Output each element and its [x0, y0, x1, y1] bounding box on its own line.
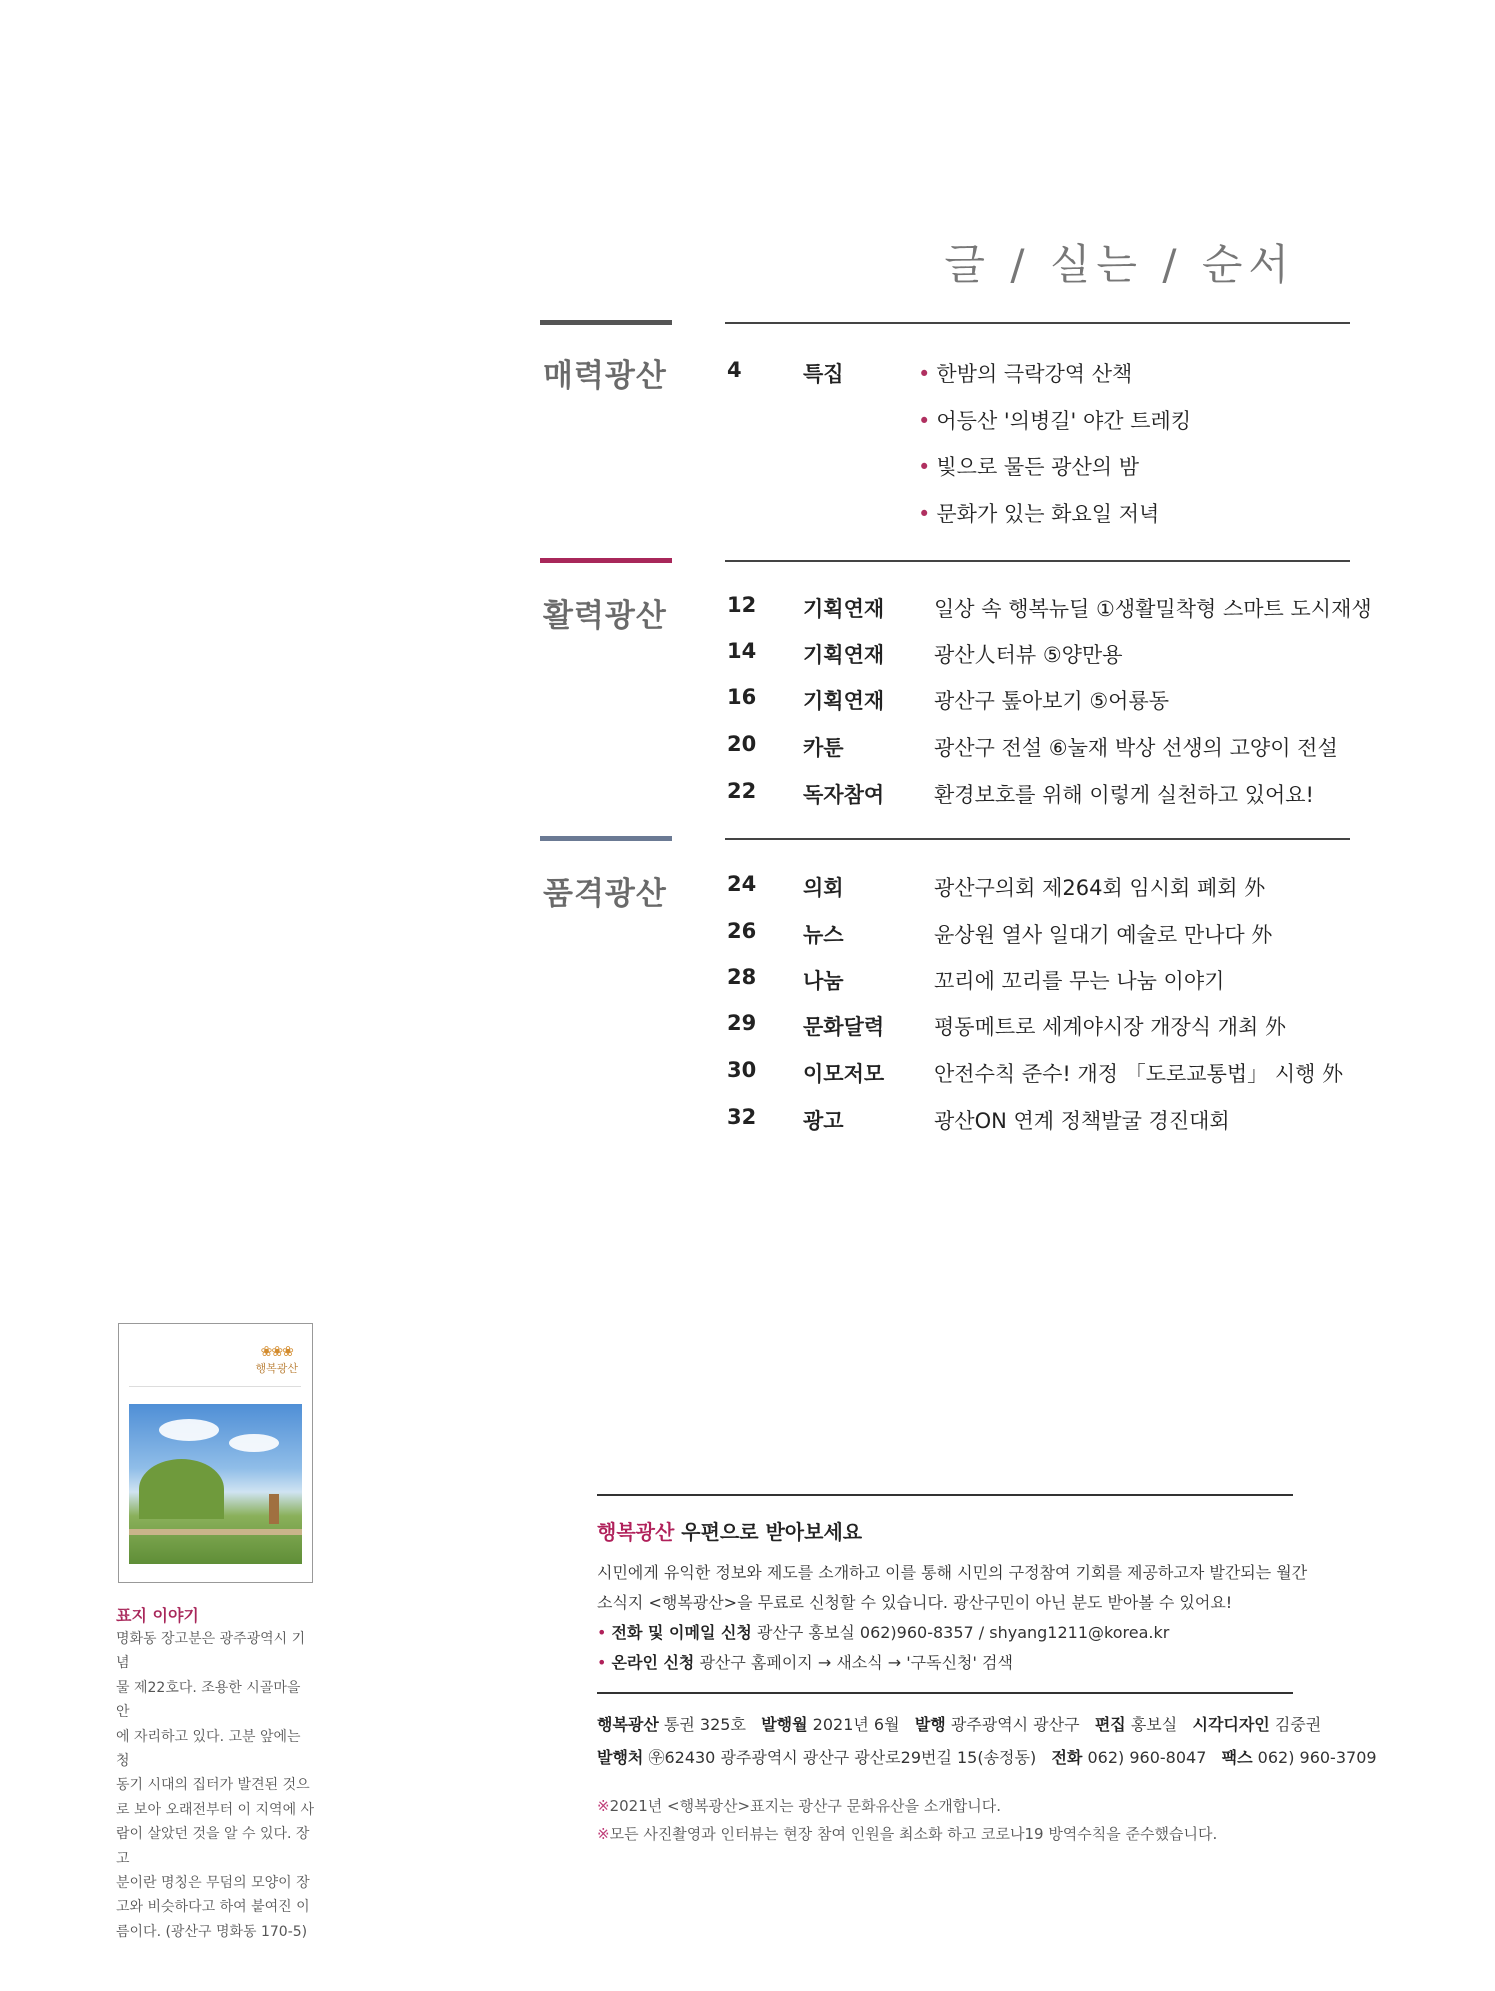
toc-page-number: 20 — [727, 732, 757, 756]
toc-page-number: 24 — [727, 872, 757, 896]
subscription-description: 소식지 <행복광산>을 무료로 신청할 수 있습니다. 광산구민이 아닌 분도 받아볼 수 있어요! — [597, 1593, 1233, 1612]
covid-note: ※모든 사진촬영과 인터뷰는 현장 참여 인원을 최소화 하고 코로나19 방역수칙을 준수했습니다. — [597, 1825, 1218, 1843]
section-name: 활력광산 — [543, 598, 667, 634]
publication-address: 발행처 ㉾62430 광주광역시 광산구 광산로29번길 15(송정동) 전화 062) 960-8047 팩스 062) 960-3709 — [597, 1748, 1377, 1767]
bullet-icon: • — [918, 455, 931, 479]
toc-page-number: 29 — [727, 1011, 757, 1035]
section-divider — [725, 322, 1350, 324]
bullet-icon: • — [918, 502, 931, 526]
toc-bullet-item[interactable]: • 한밤의 극락강역 산책 — [918, 362, 1133, 386]
bullet-icon: • — [597, 1623, 612, 1642]
toc-article-title: 평동메트로 세계야시장 개장식 개최 外 — [934, 1015, 1286, 1039]
section-divider — [725, 560, 1350, 562]
toc-category: 뉴스 — [803, 923, 844, 947]
toc-article-title: 광산구 전설 ⑥눌재 박상 선생의 고양이 전설 — [934, 736, 1338, 760]
toc-category: 기획연재 — [803, 597, 885, 621]
path-shape — [129, 1529, 302, 1535]
subscription-heading: 행복광산 우편으로 받아보세요 — [597, 1520, 863, 1544]
toc-title: 글 / 실는 / 순서 — [944, 240, 1295, 289]
toc-bullet-item[interactable]: • 빛으로 물든 광산의 밤 — [918, 455, 1139, 479]
toc-category: 특집 — [803, 362, 844, 386]
section-bar — [540, 558, 672, 563]
cover-caption-title: 표지 이야기 — [116, 1606, 199, 1625]
toc-page-number: 12 — [727, 593, 757, 617]
section-name: 품격광산 — [543, 876, 667, 912]
toc-category: 나눔 — [803, 969, 844, 993]
toc-category: 독자참여 — [803, 783, 885, 807]
toc-article-title: 환경보호를 위해 이렇게 실천하고 있어요! — [934, 783, 1314, 807]
bullet-icon: • — [597, 1653, 612, 1672]
toc-page-number: 14 — [727, 639, 757, 663]
section-bar — [540, 320, 672, 325]
toc-article-title: 안전수칙 준수! 개정 「도로교통법」 시행 外 — [934, 1062, 1344, 1086]
toc-page-number: 26 — [727, 919, 757, 943]
toc-article-title: 일상 속 행복뉴딜 ①생활밀착형 스마트 도시재생 — [934, 597, 1372, 621]
reference-mark-icon: ※ — [597, 1825, 610, 1843]
subscription-top-rule — [597, 1494, 1293, 1496]
toc-article-title: 광산人터뷰 ⑤양만용 — [934, 643, 1123, 667]
toc-page-number: 28 — [727, 965, 757, 989]
subscription-bottom-rule — [597, 1692, 1293, 1694]
reference-mark-icon: ※ — [597, 1797, 610, 1815]
toc-category: 카툰 — [803, 736, 844, 760]
cover-header-rule — [129, 1386, 301, 1401]
cover-note: ※2021년 <행복광산>표지는 광산구 문화유산을 소개합니다. — [597, 1797, 1002, 1815]
magazine-logo: ❀❀❀ 행복광산 — [255, 1344, 298, 1375]
toc-article-title: 광산구의회 제264회 임시회 폐회 外 — [934, 876, 1266, 900]
toc-bullet-item[interactable]: • 문화가 있는 화요일 저녁 — [918, 502, 1160, 526]
cover-caption-body: 명화동 장고분은 광주광역시 기념 물 제22호다. 조용한 시골마을 안 에 자리하고 있다. 고분 앞에는 청 동기 시대의 집터가 발견된 것으 로 보아 오래전부터 이 지역에 사 람이 살았던 것을 알 수 있다. 장고 분이란 명칭은 무덤의 모양이 장 고와 비슷하다고 하여 붙여진 이 름이다. (광산구 명화동 170-5) — [116, 1631, 315, 1940]
online-application[interactable]: • 온라인 신청 광산구 홈페이지 → 새소식 → '구독신청' 검색 — [597, 1653, 1013, 1672]
section-name: 매력광산 — [543, 358, 667, 394]
section-divider — [725, 838, 1350, 840]
subscription-description: 시민에게 유익한 정보와 제도를 소개하고 이를 통해 시민의 구정참여 기회를 제공하고자 발간되는 월간 — [597, 1563, 1308, 1582]
section-bar — [540, 836, 672, 841]
tomb-mound-shape — [139, 1459, 224, 1519]
bullet-icon: • — [918, 362, 931, 386]
person-figure-icon — [269, 1494, 279, 1524]
toc-category: 의회 — [803, 876, 844, 900]
toc-page-number: 22 — [727, 779, 757, 803]
toc-page-number: 4 — [727, 358, 742, 382]
toc-category: 기획연재 — [803, 643, 885, 667]
toc-page-number: 32 — [727, 1105, 757, 1129]
logo-rings-icon: ❀❀❀ — [260, 1344, 293, 1360]
toc-article-title: 꼬리에 꼬리를 무는 나눔 이야기 — [934, 969, 1225, 993]
toc-category: 문화달력 — [803, 1015, 885, 1039]
toc-article-title: 윤상원 열사 일대기 예술로 만나다 外 — [934, 923, 1273, 947]
cloud-shape — [159, 1419, 219, 1441]
cloud-shape — [229, 1434, 279, 1452]
phone-email-application[interactable]: • 전화 및 이메일 신청 광산구 홍보실 062)960-8357 / shyang1211@korea.kr — [597, 1623, 1170, 1642]
toc-page-number: 30 — [727, 1058, 757, 1082]
toc-category: 광고 — [803, 1109, 844, 1133]
cover-thumbnail[interactable] — [118, 1323, 313, 1583]
toc-article-title: 광산구 톺아보기 ⑤어룡동 — [934, 689, 1170, 713]
toc-page-number: 16 — [727, 685, 757, 709]
toc-article-title: 광산ON 연계 정책발굴 경진대회 — [934, 1109, 1230, 1133]
toc-category: 이모저모 — [803, 1062, 885, 1086]
toc-bullet-item[interactable]: • 어등산 '의병길' 야간 트레킹 — [918, 409, 1192, 433]
bullet-icon: • — [918, 409, 931, 433]
publication-info: 행복광산 통권 325호 발행월 2021년 6월 발행 광주광역시 광산구 편집 홍보실 시각디자인 김중권 — [597, 1715, 1322, 1734]
toc-category: 기획연재 — [803, 689, 885, 713]
